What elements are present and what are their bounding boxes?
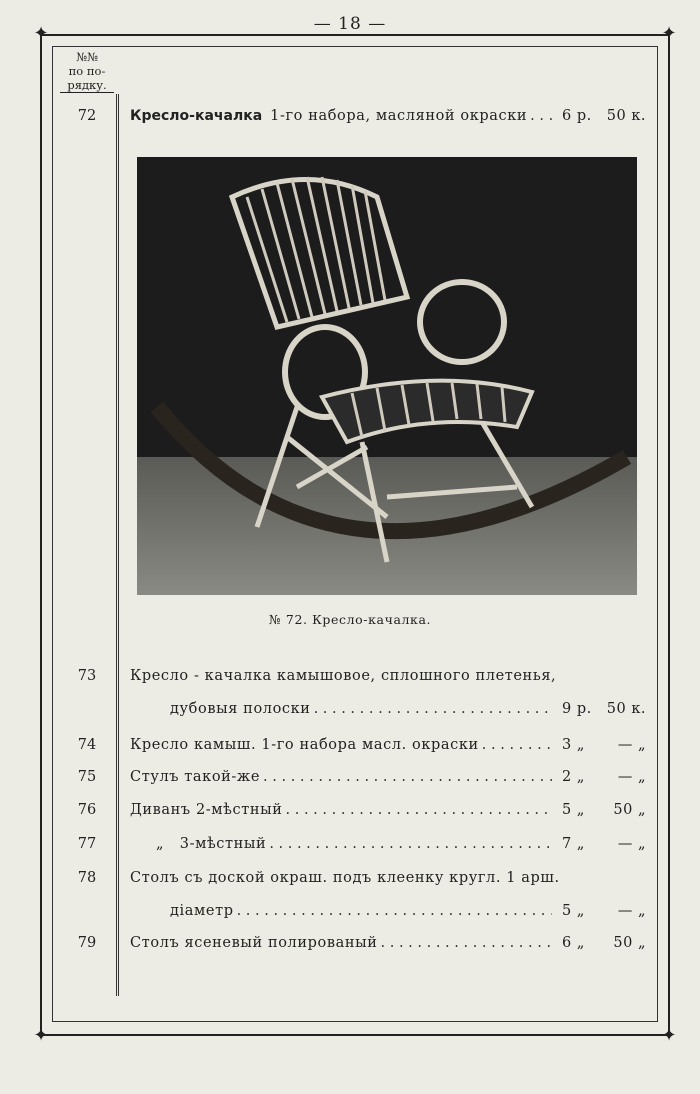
- item-price: [562, 836, 646, 852]
- item-price: [562, 802, 646, 818]
- price-kop: — „: [617, 903, 646, 919]
- item-description: [130, 769, 552, 785]
- item-price: [562, 903, 646, 919]
- price-kop: — „: [617, 769, 646, 785]
- item-desc: Кресло камыш. 1-го набора масл. окраски: [130, 737, 479, 753]
- column-header-line: рядку.: [60, 78, 114, 93]
- page-number: — 18 —: [313, 14, 387, 34]
- item-desc: Кресло - качалка камышовое, сплошного плетенья,: [130, 668, 557, 684]
- item-number: 72: [77, 108, 97, 124]
- item-description: [130, 935, 552, 951]
- item-desc: 1-го набора, масляной окраски: [270, 108, 528, 124]
- item-price: [562, 108, 646, 124]
- item-price: [562, 769, 646, 785]
- item-description: [130, 668, 650, 684]
- item-desc: Стулъ такой-же: [130, 769, 261, 785]
- item-desc: Диванъ 2-мѣстный: [130, 802, 283, 818]
- price-kop: 50 к.: [606, 108, 646, 124]
- column-header: [60, 50, 114, 93]
- item-price: [562, 701, 646, 717]
- price-rub: 6 „: [562, 935, 585, 951]
- column-header-line: по по-: [68, 64, 106, 78]
- item-number: 74: [77, 737, 97, 753]
- item-number: 73: [77, 668, 97, 684]
- item-description-cont: [170, 903, 552, 919]
- price-rub: 6 р.: [562, 108, 592, 124]
- item-description: [156, 836, 552, 852]
- item-number: 78: [77, 870, 97, 886]
- price-kop: — „: [617, 836, 646, 852]
- item-desc: „ 3-мѣстный: [156, 836, 267, 852]
- dot-leader: [381, 935, 552, 951]
- price-rub: 5 „: [562, 903, 585, 919]
- item-number: 75: [77, 769, 97, 785]
- item-description: [130, 737, 552, 753]
- photo-caption: № 72. Кресло-качалка.: [268, 612, 432, 627]
- item-desc: діаметр: [170, 903, 234, 919]
- dot-leader: [237, 903, 552, 919]
- item-number: 79: [77, 935, 97, 951]
- corner-ornament-icon: ✦: [661, 1025, 677, 1046]
- rocking-chair-photo: [137, 157, 637, 595]
- item-desc: дубовыя полоски: [170, 701, 311, 717]
- price-rub: 9 р.: [562, 701, 592, 717]
- corner-ornament-icon: ✦: [33, 23, 49, 44]
- price-rub: 5 „: [562, 802, 585, 818]
- corner-ornament-icon: ✦: [33, 1025, 49, 1046]
- price-rub: 3 „: [562, 737, 585, 753]
- item-number: 77: [77, 836, 97, 852]
- dot-leader: [263, 769, 552, 785]
- item-desc: Столъ съ доской окраш. подъ клеенку кругл. 1 арш.: [130, 870, 560, 886]
- item-price: [562, 935, 646, 951]
- corner-ornament-icon: ✦: [661, 23, 677, 44]
- item-price: [562, 737, 646, 753]
- price-kop: — „: [617, 737, 646, 753]
- item-description: [130, 802, 552, 818]
- dot-leader: [482, 737, 552, 753]
- dot-leader: [269, 836, 552, 852]
- item-description-cont: [170, 701, 552, 717]
- column-header-line: №№: [76, 50, 98, 64]
- price-kop: 50 „: [613, 802, 646, 818]
- item-name: Кресло-качалка: [130, 108, 263, 124]
- item-desc: Столъ ясеневый полированый: [130, 935, 378, 951]
- price-kop: 50 к.: [606, 701, 646, 717]
- item-description: [130, 108, 552, 124]
- item-number: 76: [77, 802, 97, 818]
- dot-leader: [286, 802, 552, 818]
- column-divider: [116, 94, 119, 996]
- price-rub: 7 „: [562, 836, 585, 852]
- dot-leader: [530, 108, 552, 124]
- price-kop: 50 „: [613, 935, 646, 951]
- dot-leader: [314, 701, 552, 717]
- item-description: [130, 870, 650, 886]
- price-rub: 2 „: [562, 769, 585, 785]
